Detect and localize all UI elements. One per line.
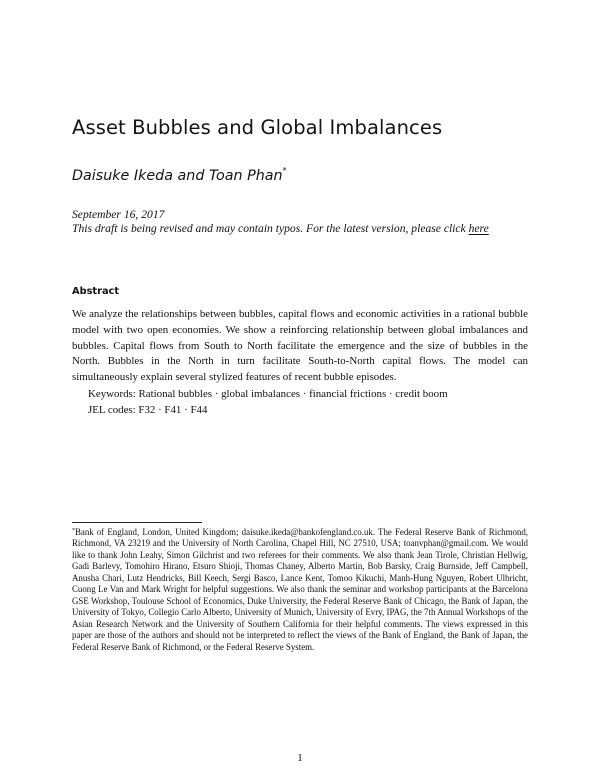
footnote-text: Bank of England, London, United Kingdom; daisuke.ikeda@bankofengland.co.uk. The Federal Reserve Bank of Richmond, Richmond, VA 23219 and the University of North Carolina, Chapel Hill, NC 27510, USA; toanvphan@gmail.com. We would like to thank John Leahy, Simon Gilchrist and two referees for their comments. We also thank Jean Tirole, Christian Hellwig, Gadi Barlevy, Tomohiro Hirano, Etsuro Shioji, Thomas Chaney, Alberto Martin, Bob Barsky, Craig Burnside, Jeff Campbell, Anusha Chari, Lutz Hendricks, Bill Keech, Sergi Basco, Lance Kent, Tomoo Kikuchi, Manh-Hung Nguyen, Robert Ulbricht, Cuong Le Van and Mark Wright for helpful suggestions. We also thank the seminar and workshop participants at the Barcelona GSE Workshop, Toulouse School of Economics, Duke University, the Federal Reserve Bank of Chicago, the Bank of Japan, the University of Tokyo, Collegio Carlo Alberto, University of Munich, University of Evry, IPAG, the 7th Annual Workshops of the Asian Research Network and the University of Southern California for their helpful comments. The views expressed in this paper are those of the authors and should not be interpreted to reflect the views of the Bank of England, the Bank of Japan, the Federal Reserve Bank of Richmond, or the Federal Reserve System. bbox=[72, 527, 528, 652]
abstract-text: We analyze the relationships between bubbles, capital flows and economic activities in a rational bubble model with two open economies. We show a reinforcing relationship between global imbalances and bubbles. Capital flows from South to North facilitate the emergence and the size of bubbles in the North. Bubbles in the North in turn facilitate South-to-North capital flows. The model can simultaneously explain several stylized features of recent bubble episodes. bbox=[72, 308, 528, 384]
paper-authors bbox=[72, 166, 287, 184]
latest-version-link[interactable]: here bbox=[468, 222, 489, 235]
draft-note bbox=[72, 222, 489, 235]
paper-date: September 16, 2017 bbox=[72, 208, 165, 221]
paper-title: Asset Bubbles and Global Imbalances bbox=[72, 116, 443, 139]
footnote-mark: * bbox=[72, 528, 75, 534]
abstract-heading: Abstract bbox=[72, 286, 120, 297]
page-number: 1 bbox=[297, 752, 303, 764]
keywords-line: Keywords: Rational bubbles · global imbalances · financial frictions · credit boom bbox=[88, 388, 448, 400]
author-footnote bbox=[72, 526, 528, 653]
author-names: Daisuke Ikeda and Toan Phan bbox=[72, 168, 283, 184]
jel-codes-line: JEL codes: F32 · F41 · F44 bbox=[88, 404, 208, 416]
draft-note-text: This draft is being revised and may contain typos. For the latest version, please click bbox=[72, 222, 469, 235]
footnote-rule bbox=[72, 522, 202, 523]
author-footnote-mark: * bbox=[282, 166, 287, 175]
